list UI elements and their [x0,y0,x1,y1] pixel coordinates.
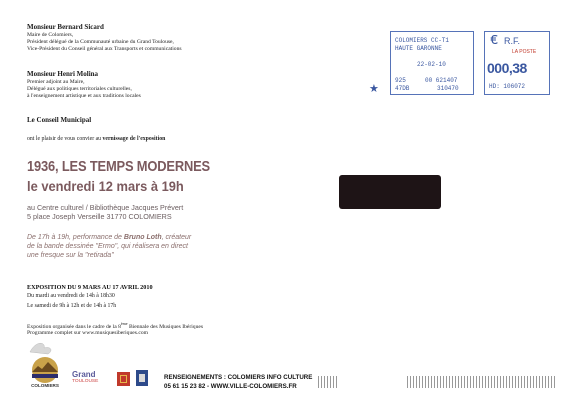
postage-location-1: COLOMIERS CC-T1 [395,37,450,44]
dove-emblem-icon [24,338,66,384]
postage-rf: R.F. [504,36,521,46]
euro-symbol: € [490,33,499,49]
venue-line-2: 5 place Joseph Verseille 31770 COLOMIERS [27,212,172,221]
grand-word: Grand [72,370,96,379]
performance-line-3: une fresque sur la "retirada" [27,252,114,259]
exhibition-hours-1: Du mardi au vendredi de 14h à 18h30 [27,293,115,299]
performance-line-1 [27,234,191,243]
barcode-left [318,375,339,387]
postage-code-2a: 47DB [395,85,410,92]
postage-location-2: HAUTE GARONNE [395,45,442,52]
postage-code-1b: 00 621407 [425,77,458,84]
postage-date: 22-02-10 [417,61,446,68]
renseignements-line-1: RENSEIGNEMENTS : COLOMIERS INFO CULTURE [164,374,313,381]
postage-meter-left [390,31,474,95]
invite-emphasis: vernissage de l'exposition [102,136,166,142]
postage-code-1a: 925 [395,77,406,84]
person2-name: Monsieur Henri Molina [27,70,99,78]
renseignements-line-2: 05 61 15 23 82 - WWW.VILLE-COLOMIERS.FR [164,383,297,390]
grand-toulouse-logo [72,371,112,389]
exhibition-hours-2: Le samedi de 9h à 12h et de 14h à 17h [27,303,117,309]
region-crest-detail-icon [120,375,127,383]
invite-prefix: ont le plaisir de vous convier au [27,136,103,142]
postage-meter-right [484,31,550,95]
person2-line-1: Premier adjoint au Maire, [27,79,85,85]
event-date: le vendredi 12 mars à 19h [27,178,184,194]
venue-line-1: au Centre culturel / Bibliothèque Jacques Prévert [27,203,184,212]
organisation-prefix: Exposition organisée dans le cadre de la 8 [27,323,121,330]
colomiers-logo [24,338,66,392]
department-crest-detail-icon [139,374,145,382]
person1-line-1: Maire de Colomiers, [27,32,74,38]
organisation-line-2: Programme complet sur www.musiquesiberiques.com [27,330,148,336]
toulouse-word: TOULOUSE [72,379,99,384]
person2-line-2: Délégué aux politiques territoriales culturelles, [27,86,132,92]
postage-carrier: LA POSTE [512,49,537,55]
person2-line-3: à l'enseignement artistique et aux traditions locales [27,93,141,99]
event-title: 1936, LES TEMPS MODERNES [27,158,210,175]
colomiers-logo-text: COLOMIERS [31,383,59,388]
exhibition-title: EXPOSITION DU 9 MARS AU 17 AVRIL 2010 [27,284,153,291]
council-name: Le Conseil Municipal [27,116,92,124]
organisation-suffix: Biennale des Musiques Ibériques [127,323,204,330]
person1-line-3: Vice-Président du Conseil général aux Transports et communications [27,46,182,52]
postage-star-icon: ★ [369,82,379,95]
barcode-right [407,375,557,387]
postage-amount: 000,38 [487,60,527,76]
invite-line [27,136,165,142]
postage-code-2b: 310470 [437,85,459,92]
performance-suffix: , créateur [161,234,192,241]
redacted-address [339,175,441,209]
performance-artist: Bruno Loth [123,234,162,241]
person1-name: Monsieur Bernard Sicard [27,23,104,31]
organisation-sup: ème [120,321,128,326]
performance-prefix: De 17h à 19h, performance de [27,234,124,241]
person1-line-2: Président délégué de la Communauté urbaine du Grand Toulouse, [27,39,174,45]
performance-line-2: de la bande dessinée "Ermo", qui réalisera en direct [27,243,189,250]
postage-hd: HD: 106072 [489,83,526,90]
